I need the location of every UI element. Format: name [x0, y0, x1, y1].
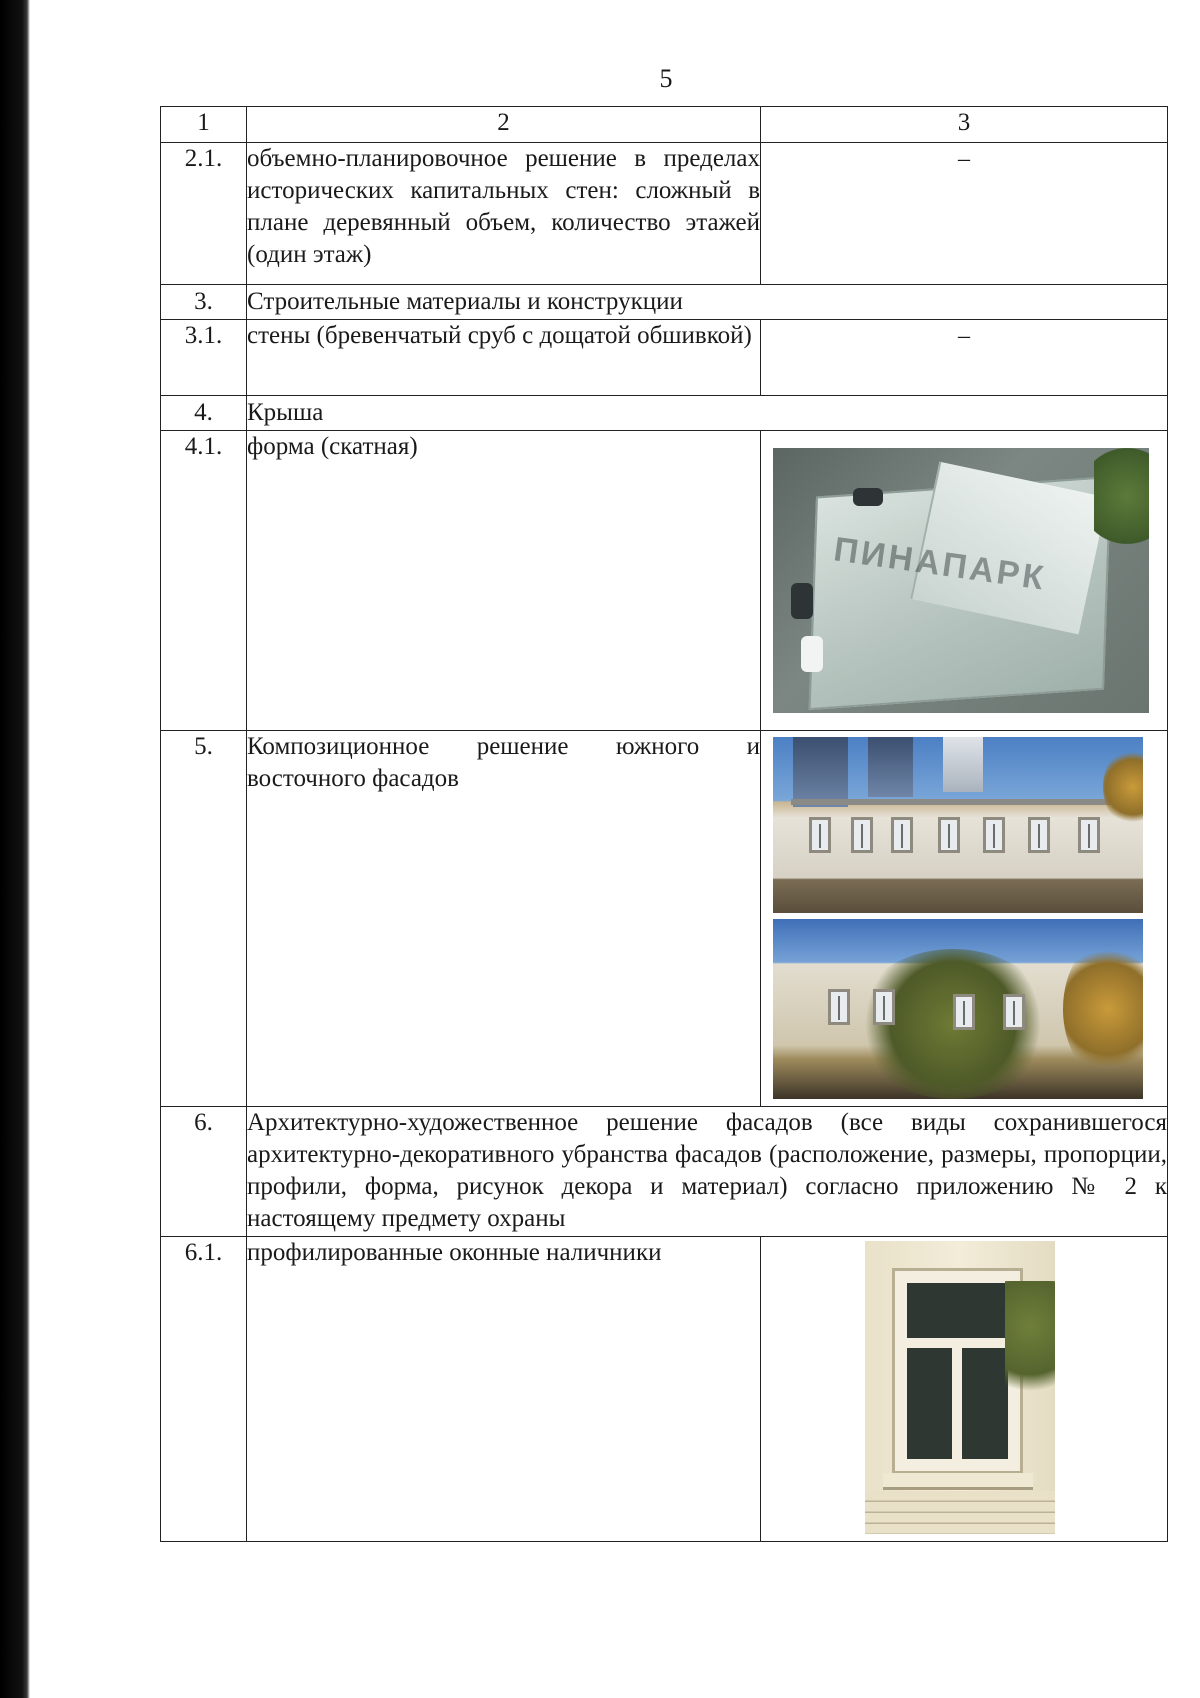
- highrise-shape: [793, 737, 848, 807]
- roof-painted-label: ПИНАПАРК: [831, 530, 1049, 598]
- window-shape: [983, 817, 1005, 853]
- window-frame-shape: [895, 1271, 1020, 1471]
- row-text: стены (бревенчатый сруб с дощатой обшивкой): [247, 320, 761, 396]
- table-row: [161, 320, 1168, 396]
- header-col-3: 3: [761, 107, 1168, 143]
- window-casing-photo: [865, 1241, 1055, 1534]
- row-text: объемно-планировочное решение в пределах исторических капитальных стен: сложный в плане деревянный объем, количество этажей (один этаж): [247, 143, 761, 285]
- table-row: [161, 431, 1168, 731]
- window-transom-shape: [907, 1338, 1008, 1348]
- window-shape: [828, 989, 850, 1025]
- row-photo-cell: [761, 431, 1168, 731]
- table-row: [161, 1237, 1168, 1542]
- table-row: [161, 731, 1168, 1107]
- foliage-shape: [1063, 939, 1143, 1079]
- window-shape: [938, 817, 960, 853]
- scan-edge: [0, 0, 30, 1698]
- protection-subject-table: [160, 106, 1168, 1542]
- row-number: 5.: [161, 731, 247, 1107]
- row-text: Композиционное решение южного и восточного фасадов: [247, 731, 761, 1107]
- row-photo-cell: [761, 1237, 1168, 1542]
- window-shape: [891, 817, 913, 853]
- table-row: [161, 1107, 1168, 1237]
- row-number: 2.1.: [161, 143, 247, 285]
- east-facade-photo: [773, 919, 1143, 1099]
- window-shape: [1028, 817, 1050, 853]
- row-photo-cell: [761, 731, 1168, 1107]
- window-shape: [953, 994, 975, 1030]
- wall-planks-shape: [865, 1491, 1055, 1534]
- foliage-shape: [1103, 747, 1143, 827]
- table-row: [161, 396, 1168, 431]
- row-text: форма (скатная): [247, 431, 761, 731]
- car-shape: [853, 488, 883, 506]
- row-number: 4.1.: [161, 431, 247, 731]
- row-number: 3.: [161, 285, 247, 320]
- page-number: 5: [659, 64, 673, 93]
- window-shape: [1078, 817, 1100, 853]
- table-row: [161, 143, 1168, 285]
- tree-shape: [1094, 448, 1149, 568]
- row-text-wide: Архитектурно-художественное решение фасадов (все виды сохранившегося архитектурно-декоративного убранства фасадов (расположение, размеры, пропорции, профили, форма, рисунок декора и материал) согласно приложению № 2 к настоящему предмету охраны: [247, 1107, 1168, 1237]
- row-number: 4.: [161, 396, 247, 431]
- car-shape: [791, 583, 813, 619]
- window-shape: [809, 817, 831, 853]
- window-shape: [1003, 994, 1025, 1030]
- window-shape: [851, 817, 873, 853]
- car-shape: [801, 636, 823, 672]
- row-number: 6.: [161, 1107, 247, 1237]
- highrise-shape: [868, 737, 913, 797]
- row-text: профилированные оконные наличники: [247, 1237, 761, 1542]
- row-number: 3.1.: [161, 320, 247, 396]
- table-row: [161, 285, 1168, 320]
- roof-aerial-photo: [773, 448, 1149, 713]
- row-number: 6.1.: [161, 1237, 247, 1542]
- row-col3-dash: –: [761, 320, 1168, 396]
- row-col3-dash: –: [761, 143, 1168, 285]
- window-shape: [873, 989, 895, 1025]
- window-mullion-shape: [952, 1348, 962, 1459]
- table-header-row: [161, 107, 1168, 143]
- header-col-2: 2: [247, 107, 761, 143]
- foliage-shape: [1005, 1281, 1055, 1431]
- row-section-title: Строительные материалы и конструкции: [247, 285, 1168, 320]
- window-sill-shape: [883, 1473, 1033, 1490]
- header-col-1: 1: [161, 107, 247, 143]
- highrise-shape: [943, 737, 983, 792]
- row-section-title: Крыша: [247, 396, 1168, 431]
- south-facade-photo: [773, 737, 1143, 913]
- roofline-shape: [791, 799, 1135, 805]
